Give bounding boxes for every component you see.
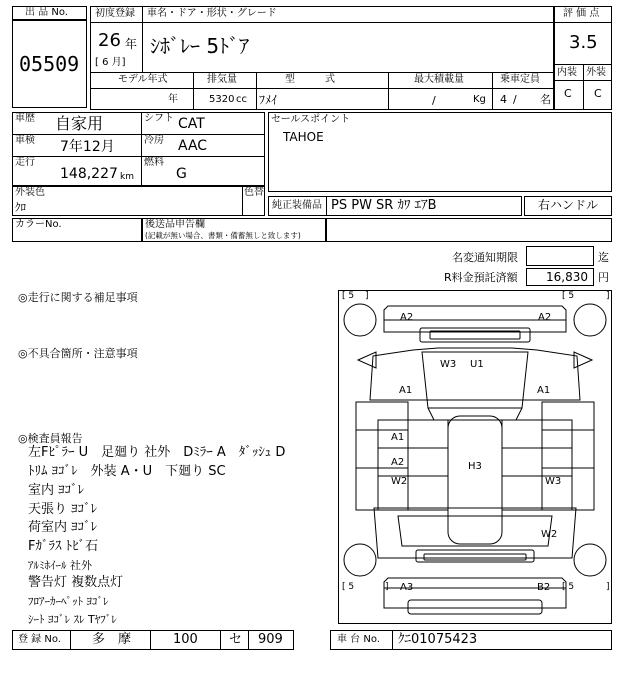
plate-class: 100 [173,632,198,647]
tire-rear-right-icon [574,544,606,576]
remark-line: 警告灯 複数点灯 [28,575,124,590]
capacity-slash: / [513,93,517,106]
tire-label-br: [ 5 [562,582,575,592]
fuel-label: 燃料 [144,157,164,168]
deadline-box [526,246,594,266]
remark-line: ﾌﾛｱｰｶｰﾍﾟｯﾄ ﾖｺﾞﾚ [28,595,109,608]
damage-mark: W3 [545,476,562,487]
equipment-label: 純正装備品 [272,200,322,211]
recycle-amount: 16,830 [546,270,588,284]
era-year-unit: 年 [125,37,138,51]
max-load-slash: / [432,94,436,107]
tire-suffix-tr: ] [606,291,610,301]
inspector-title: ◎検査員報告 [18,432,83,445]
equipment-value: PS PW SR ｶﾜ ｴｱB [331,198,437,213]
docs-area [326,218,612,242]
remark-line: 荷室内 ﾖｺﾞﾚ [28,520,98,535]
handle-value: 右ハンドル [538,198,599,212]
recycle-unit: 円 [598,271,609,284]
reg-no-label: 登 録 No. [18,634,61,645]
chassis-number: ｸﾆ01075423 [398,632,478,647]
inspection-label: 車検 [15,135,35,146]
reg-year-label: 初度登録 [95,8,135,19]
shift-value: CAT [178,116,205,132]
deadline-label: 名変通知期限 [452,251,518,264]
tire-label-bl: [ 5 [342,582,355,592]
right-doors-shape [502,420,572,510]
era-year: 26 [98,30,121,51]
damage-mark: H3 [468,461,482,472]
history-label: 車歴 [15,113,35,124]
damage-mark: A3 [400,582,414,593]
defects-title: ◎不具合箇所・注意事項 [18,347,138,360]
interior-grade: C [564,87,572,100]
plate-region: 多 摩 [92,632,132,647]
remark-line: Fｶﾞﾗｽ ﾄﾋﾞ石 [28,539,99,554]
driving-notes-title: ◎走行に関する補足事項 [18,291,138,304]
sales-points-label: セールスポイント [271,114,351,125]
displacement-label: 排気量 [207,74,237,85]
damage-mark: A2 [400,312,414,323]
ac-label: 冷房 [144,135,164,146]
damage-mark: W3 [440,359,457,370]
right-mirror-icon [574,352,592,368]
fuel-value: G [176,166,187,182]
reg-month: [ 6 月] [95,57,126,68]
plate-number: 909 [258,632,283,647]
right-side-shape [542,402,594,510]
exterior-color-value: ｸﾛ [15,201,26,214]
tire-rear-left-icon [344,544,376,576]
displacement-unit: cc [236,94,247,105]
damage-mark: A1 [537,385,551,396]
damage-mark: A2 [391,457,405,468]
car-desc-label: 車名・ドア・形状・グレード [147,8,277,19]
displacement-value: 5320 [209,94,235,105]
chassis-label: 車 台 No. [337,634,380,645]
damage-mark: W2 [391,476,408,487]
tire-suffix-br: ] [606,582,610,592]
model-year-label: モデル年式 [118,74,168,85]
mileage-unit: km [120,172,134,182]
plate-kana: セ [229,632,243,647]
exterior-label: 外装 [586,67,606,78]
color-change-label: 色替 [244,187,264,198]
sales-points-value: TAHOE [283,130,324,144]
score-value: 3.5 [569,32,598,53]
model-year-unit: 年 [168,94,178,105]
remark-line: ﾄﾘﾑ ﾖｺﾞﾚ 外装 A・U 下廻り SC [28,464,226,479]
remark-line: ｼｰﾄ ﾖｺﾞﾚ ｽﾚ Tﾔﾌﾞﾚ [28,613,117,626]
damage-mark: W2 [541,529,558,540]
mileage-value: 148,227 [60,166,118,182]
deadline-suffix: 迄 [598,251,609,264]
mileage-label: 走行 [15,157,35,168]
exterior-color-box [12,186,265,216]
tire-front-left-icon [344,304,376,336]
color-no-label: カラーNo. [15,219,62,230]
damage-mark: A1 [391,432,405,443]
car-name: ｼﾎﾞﾚｰ 5ﾄﾞｱ [150,34,250,58]
inspection-value: 7年12月 [60,139,115,155]
left-mirror-icon [358,352,376,368]
car-diagram-svg [338,290,612,624]
details-box [12,112,265,186]
remark-line: 左Fﾋﾟﾗｰ U 足廻り 社外 Dﾐﾗｰ A ﾀﾞｯｼｭ D [28,445,286,460]
type-label: 型 式 [285,74,335,85]
recycle-label: R料金預託済額 [444,271,518,284]
tire-front-right-icon [574,304,606,336]
tire-label-tl: [ 5 [342,291,355,301]
roof-shape [448,416,502,544]
score-label: 評 価 点 [563,8,600,19]
docs-note: (記載が無い場合、書類・備蓄無しと致します) [145,231,301,240]
grille-shape [420,328,530,342]
left-doors-shape [378,420,448,510]
capacity-value: 4 [500,93,507,106]
damage-mark: A2 [538,312,552,323]
tire-suffix-bl: ] [385,582,389,592]
tire-suffix-tl: ] [365,291,369,301]
docs-label: 後送品申告欄 [145,219,205,230]
damage-mark: A1 [399,385,413,396]
exterior-color-label: 外装色 [15,187,45,198]
capacity-label: 乗車定員 [500,74,540,85]
max-load-label: 最大積載量 [414,74,464,85]
lot-label: 出 品 No. [25,7,68,18]
ac-value: AAC [178,138,208,154]
remark-line: ｱﾙﾐﾎｲｰﾙ 社外 [28,559,92,572]
capacity-unit: 名 [540,93,551,106]
remark-line: 室内 ﾖｺﾞﾚ [28,483,85,498]
shift-label: シフト [144,113,174,124]
exterior-grade: C [594,87,602,100]
type-value: ﾌﾒｲ [259,93,278,107]
damage-mark: B2 [537,582,551,593]
left-side-shape [356,402,408,510]
tire-label-tr: [ 5 [562,291,575,301]
lot-number: 05509 [19,52,80,76]
history-value: 自家用 [55,114,104,133]
damage-mark: U1 [470,359,484,370]
max-load-unit: Kg [473,94,486,105]
interior-label: 内装 [557,67,577,78]
remark-line: 天張り ﾖｺﾞﾚ [28,502,98,517]
